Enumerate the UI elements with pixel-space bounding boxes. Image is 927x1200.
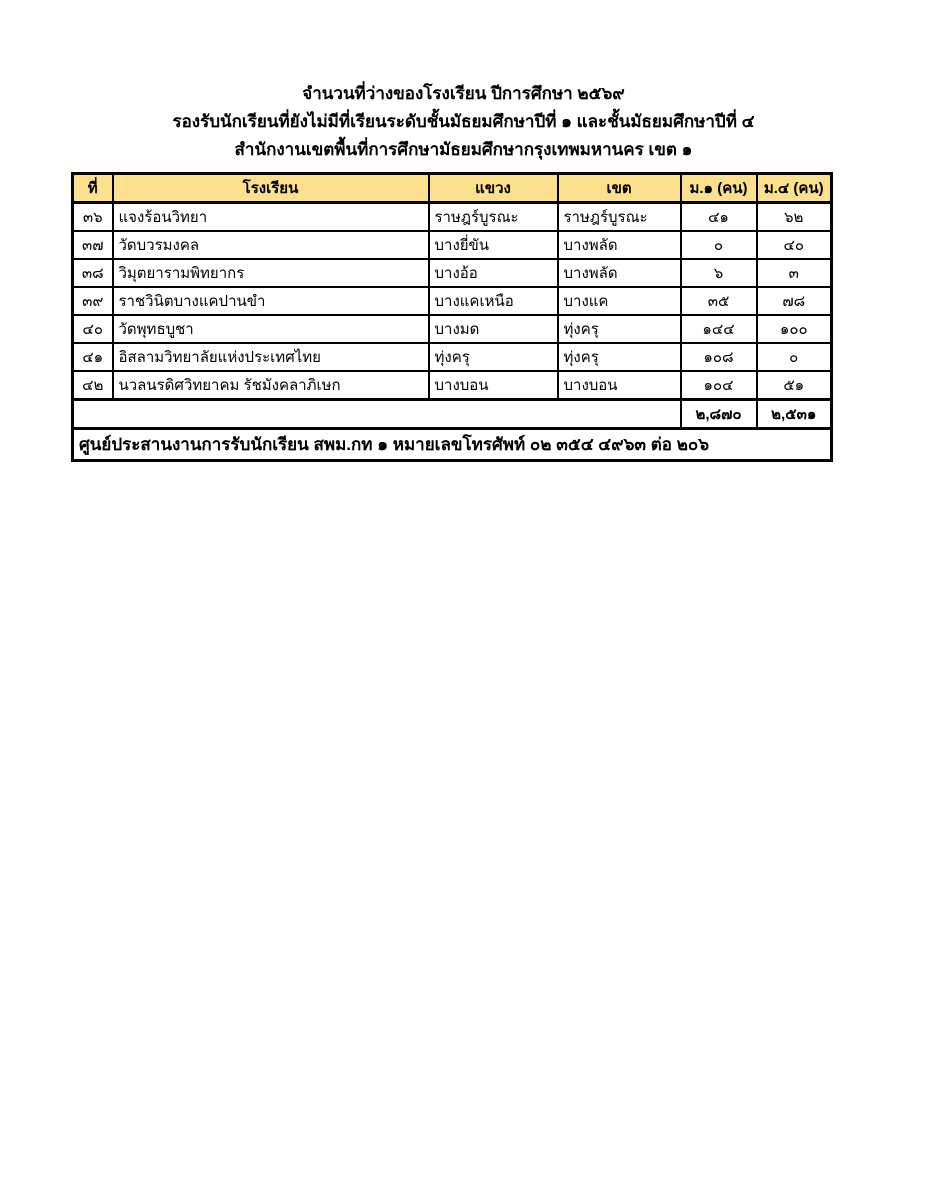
m4-vacancy-cell: ๐ [757,343,832,371]
table-row [73,203,832,232]
school-name-cell: วัดพุทธบูชา [113,315,429,343]
m1-vacancy-cell: ๐ [681,231,757,259]
col-header-district: เขต [558,174,681,203]
total-m1-cell: ๒,๘๗๐ [681,400,757,429]
row-number-cell: ๓๖ [73,203,113,232]
m1-vacancy-cell: ๑๔๔ [681,315,757,343]
total-row-empty-cell [73,400,681,429]
document-title-line1: จำนวนที่ว่างของโรงเรียน ปีการศึกษา ๒๕๖๙ [302,84,625,103]
m4-vacancy-cell: ๖๒ [757,203,832,232]
district-cell: บางพลัด [558,259,681,287]
table-row [73,315,832,343]
document-title-block [0,80,927,164]
subdistrict-cell: บางบอน [429,371,558,400]
row-number-cell: ๓๗ [73,231,113,259]
row-number-cell: ๓๘ [73,259,113,287]
subdistrict-cell: บางอ้อ [429,259,558,287]
col-header-no: ที่ [73,174,113,203]
school-name-cell: นวลนรดิศวิทยาคม รัชมังคลาภิเษก [113,371,429,400]
col-header-m1: ม.๑ (คน) [681,174,757,203]
document-title-line2: รองรับนักเรียนที่ยังไม่มีที่เรียนระดับชั้นมัธยมศึกษาปีที่ ๑ และชั้นมัธยมศึกษาปีที่ ๔ [172,112,755,131]
col-header-subdistrict: แขวง [429,174,558,203]
m1-vacancy-cell: ๓๕ [681,287,757,315]
m1-vacancy-cell: ๑๐๔ [681,371,757,400]
district-cell: บางแค [558,287,681,315]
table-row [73,259,832,287]
school-name-cell: วัดบวรมงคล [113,231,429,259]
table-row [73,287,832,315]
school-name-cell: วิมุตยารามพิทยากร [113,259,429,287]
subdistrict-cell: ราษฎร์บูรณะ [429,203,558,232]
table-row [73,343,832,371]
subdistrict-cell: ทุ่งครุ [429,343,558,371]
m1-vacancy-cell: ๑๐๘ [681,343,757,371]
footer-row [73,429,832,461]
m4-vacancy-cell: ๑๐๐ [757,315,832,343]
row-number-cell: ๔๒ [73,371,113,400]
subdistrict-cell: บางแคเหนือ [429,287,558,315]
subdistrict-cell: บางมด [429,315,558,343]
table-header-row [73,174,832,203]
district-cell: บางพลัด [558,231,681,259]
contact-info-cell: ศูนย์ประสานงานการรับนักเรียน สพม.กท ๑ หมายเลขโทรศัพท์ ๐๒ ๓๕๔ ๔๙๖๓ ต่อ ๒๐๖ [73,429,832,461]
school-name-cell: แจงร้อนวิทยา [113,203,429,232]
row-number-cell: ๔๐ [73,315,113,343]
m4-vacancy-cell: ๗๘ [757,287,832,315]
table-row [73,371,832,400]
row-number-cell: ๔๑ [73,343,113,371]
col-header-m4: ม.๔ (คน) [757,174,832,203]
total-row [73,400,832,429]
district-cell: ทุ่งครุ [558,343,681,371]
m1-vacancy-cell: ๔๑ [681,203,757,232]
table-row [73,231,832,259]
school-name-cell: อิสลามวิทยาลัยแห่งประเทศไทย [113,343,429,371]
document-title-line3: สำนักงานเขตพื้นที่การศึกษามัธยมศึกษากรุงเทพมหานคร เขต ๑ [234,140,693,159]
district-cell: ทุ่งครุ [558,315,681,343]
subdistrict-cell: บางยี่ขัน [429,231,558,259]
district-cell: ราษฎร์บูรณะ [558,203,681,232]
school-name-cell: ราชวินิตบางแคปานขำ [113,287,429,315]
m4-vacancy-cell: ๔๐ [757,231,832,259]
total-m4-cell: ๒,๕๓๑ [757,400,832,429]
m4-vacancy-cell: ๓ [757,259,832,287]
m1-vacancy-cell: ๖ [681,259,757,287]
col-header-school: โรงเรียน [113,174,429,203]
m4-vacancy-cell: ๕๑ [757,371,832,400]
row-number-cell: ๓๙ [73,287,113,315]
school-vacancy-table [71,172,833,462]
district-cell: บางบอน [558,371,681,400]
